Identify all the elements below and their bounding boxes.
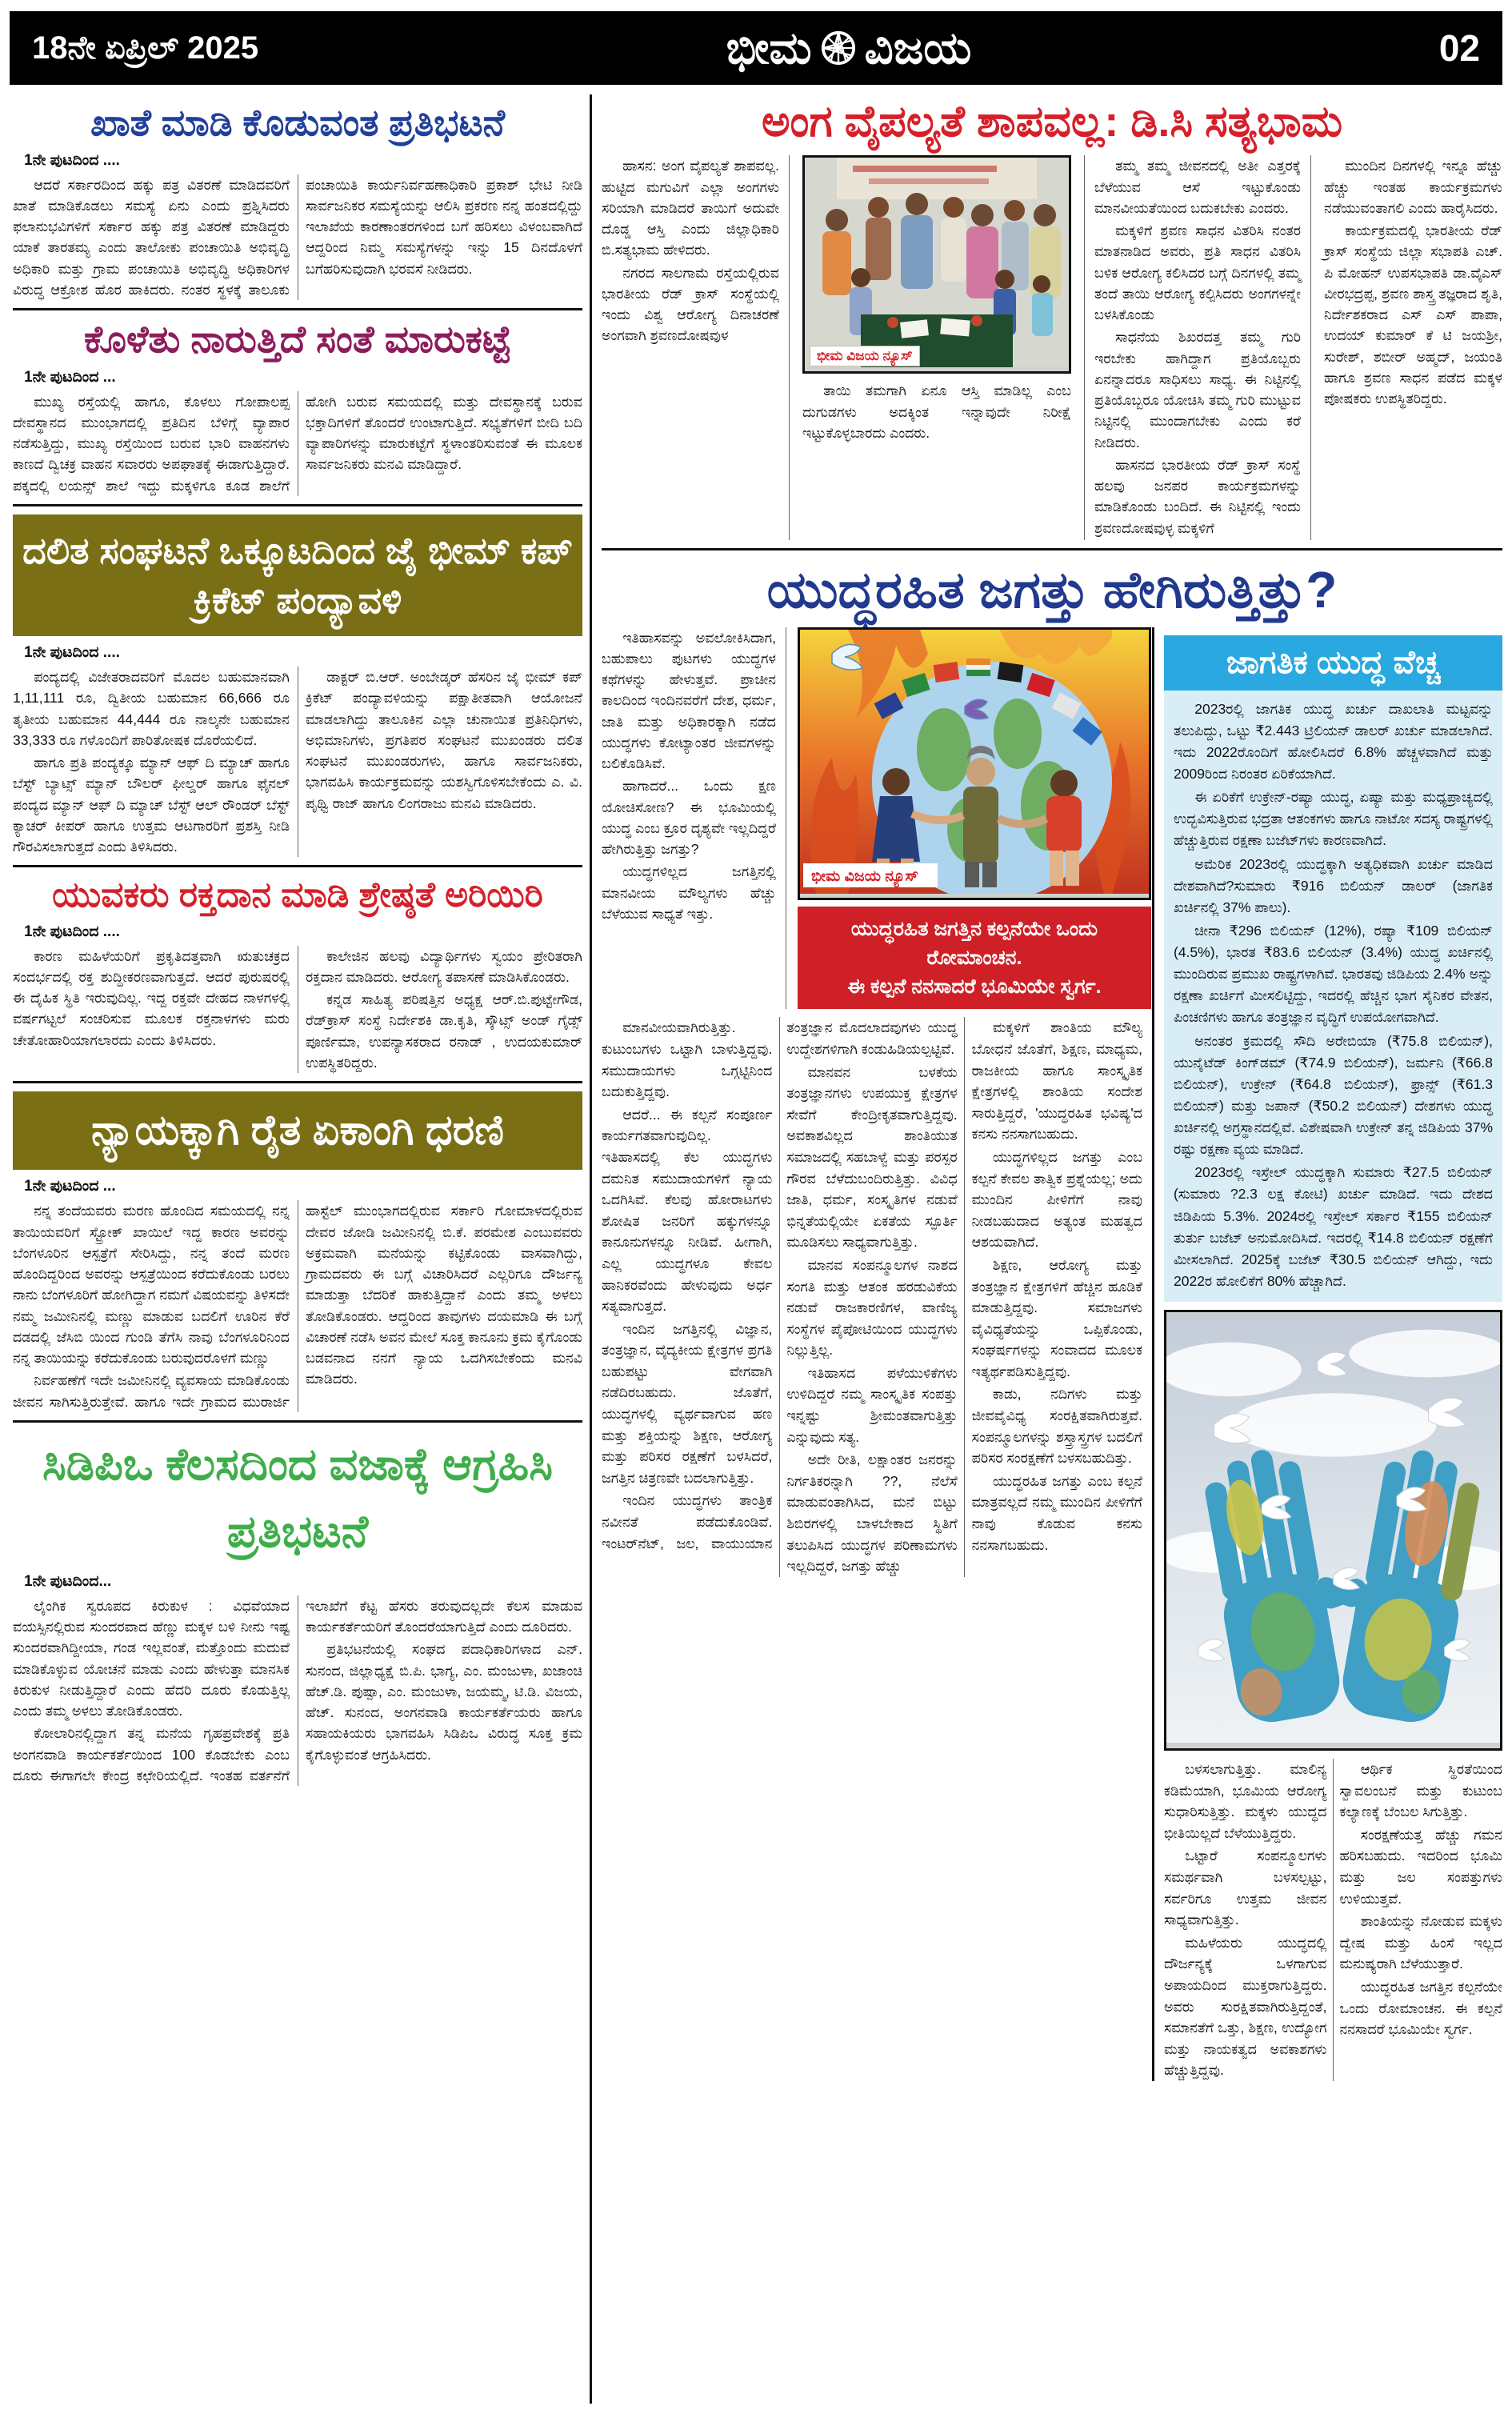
headline-cricket: ದಲಿತ ಸಂಘಟನೆ ಒಕ್ಕೂಟದಿಂದ ಜೈ ಭೀಮ್ ಕಪ್ ಕ್ರಿಕೆಟ್ ಪಂದ್ಯಾವಳಿ bbox=[13, 514, 582, 636]
headline-war: ಯುದ್ಧರಹಿತ ಜಗತ್ತು ಹೇಗಿರುತ್ತಿತ್ತು? bbox=[766, 560, 1338, 619]
byline: 1ನೇ ಪುಟದಿಂದ .... bbox=[24, 923, 120, 940]
paragraph: ಅನಂತರ ಕ್ರಮದಲ್ಲಿ ಸೌದಿ ಅರೇಬಿಯಾ (₹75.8 ಬಿಲಿಯನ್), ಯುನೈಟೆಡ್ ಕಿಂಗ್‌ಡಮ್ (₹74.9 ಬಿಲಿಯನ್), ಜರ್ಮನಿ (₹66.8 ಬಿಲಿಯನ್), ಉಕ್ರೇನ್ (₹64.8 ಬಿಲಿಯನ್), ಫ್ರಾನ್ಸ್ (₹61.3 ಬಿಲಿಯನ್) ಮತ್ತು ಜಪಾನ್ (₹50.2 ಬಿಲಿಯನ್) ದೇಶಗಳು ಯುದ್ಧ ಖರ್ಚಿನಲ್ಲಿ ಅಗ್ರಸ್ಥಾನದಲ್ಲಿವೆ. ವಿಶೇಷವಾಗಿ ಉಕ್ರೇನ್ ತನ್ನ ಜಿಡಿಪಿಯ 37% ರಷ್ಟು ರಕ್ಷಣಾ ವ್ಯಯ ಮಾಡಿದೆ. bbox=[1174, 1032, 1493, 1158]
right-area bbox=[602, 94, 1502, 2404]
paragraph: ಮಕ್ಕಳಿಗೆ ಶಾಂತಿಯ ಮೌಲ್ಯ ಬೋಧನೆ ಜೊತೆಗೆ, ಶಿಕ್ಷಣ, ಮಾಧ್ಯಮ, ರಾಜಕೀಯ ಹಾಗೂ ಸಾಂಸ್ಕೃತಿಕ ಕ್ಷೇತ್ರಗಳಲ್ಲಿ ಶಾಂತಿಯ ಸಂದೇಶ ಸಾರುತ್ತಿದ್ದರೆ, 'ಯುದ್ಧರಹಿತ ಭವಿಷ್ಯ'ದ ಕನಸು ನನಸಾಗಬಹುದು. bbox=[971, 1019, 1142, 1143]
paragraph: ಆದರೆ... ಈ ಕಲ್ಪನೆ ಸಂಪೂರ್ಣ ಕಾರ್ಯಗತವಾಗುವುದಿಲ್ಲ. ಇತಿಹಾಸದಲ್ಲಿ ಕೆಲ ಯುದ್ಧಗಳು ದಮನಿತ ಸಮುದಾಯಗಳಿಗೆ ನ್ಯಾಯ ಒದಗಿಸಿವೆ. ಕೆಲವು ಹೋರಾಟಗಳು ಶೋಷಿತ ಜನರಿಗೆ ಹಕ್ಕುಗಳನ್ನೂ ಕಾನೂನುಗಳನ್ನೂ ನೀಡಿವೆ. ಹೀಗಾಗಿ, ಎಲ್ಲ ಯುದ್ಧಗಳೂ ಕೇವಲ ಹಾನಿಕರವೆಂದು ಹೇಳುವುದು ಅರ್ಧ ಸತ್ಯವಾಗುತ್ತದೆ. bbox=[602, 1106, 773, 1315]
paragraph: 2023ರಲ್ಲಿ ಜಾಗತಿಕ ಯುದ್ಧ ಖರ್ಚು ದಾಖಲಾತಿ ಮಟ್ಟವನ್ನು ತಲುಪಿದ್ದು, ಒಟ್ಟು ₹2.443 ಟ್ರಿಲಿಯನ್ ಡಾಲರ್ ಖರ್ಚು ಮಾಡಲಾಗಿದೆ. ಇದು 2022ರೊಂದಿಗೆ ಹೋಲಿಸಿದರೆ 6.8% ಹೆಚ್ಚಳವಾಗಿದೆ ಮತ್ತು 2009ರಿಂದ ನಿರಂತರ ಏರಿಕೆಯಾಗಿದೆ. bbox=[1174, 700, 1493, 783]
paragraph: ಡಾಕ್ಟರ್ ಬಿ.ಆರ್. ಅಂಬೇಡ್ಕರ್ ಹೆಸರಿನ ಜೈ ಭೀಮ್ ಕಪ್ ಕ್ರಿಕೆಟ್ ಪಂದ್ಯಾವಳಿಯನ್ನು ಪಕ್ಷಾತೀತವಾಗಿ ಆಯೋಜನೆ ಮಾಡಲಾಗಿದ್ದು ತಾಲೂಕಿನ ಎಲ್ಲಾ ಚುನಾಯಿತ ಪ್ರತಿನಿಧಿಗಳು, ಅಭಿಮಾನಿಗಳು, ಪ್ರಗತಿಪರ ಸಂಘಟನೆ ಮುಖಂಡರು ದಲಿತ ಸಂಘಟನೆ ಮುಖಂಡರುಗಳು, ಹಾಗೂ ಸಾರ್ವಜನಿಕರು, ಭಾಗವಹಿಸಿ ಕಾರ್ಯಕ್ರಮವನ್ನು ಯಶಸ್ವಿಗೊಳಿಸಬೇಕೆಂದು ಎ. ವಿ. ಪೃಥ್ವಿ ರಾಜ್ ಹಾಗೂ ಲಿಂಗರಾಜು ಮನವಿ ಮಾಡಿದರು. bbox=[306, 669, 582, 811]
rule bbox=[13, 865, 582, 867]
article-body bbox=[13, 1595, 582, 1786]
quote-line-1: ಯುದ್ಧರಹಿತ ಜಗತ್ತಿನ ಕಲ್ಪನೆಯೇ ಒಂದು ರೋಮಾಂಚನ. bbox=[850, 917, 1098, 969]
article-body bbox=[13, 391, 582, 496]
byline: 1ನೇ ಪುಟದಿಂದ ... bbox=[24, 368, 116, 386]
ashoka-chakra-icon bbox=[820, 30, 857, 66]
paragraph: ಪ್ರತಿಭಟನೆಯಲ್ಲಿ ಸಂಘದ ಪದಾಧಿಕಾರಿಗಳಾದ ಎನ್. ಸುನಂದ, ಜಿಲ್ಲಾಧ್ಯಕ್ಷೆ ಬಿ.ಪಿ. ಭಾಗ್ಯ, ಎಂ. ಮಂಜುಳಾ, ಖಜಾಂಚಿ ಹೆಚ್.ಡಿ. ಪುಷ್ಪಾ, ಎಂ. ಮಂಜುಳಾ, ಜಯಮ್ಮ, ಟಿ.ಡಿ. ವಿಜಯ, ಹೆಚ್. ಸುನಂದ, ಅಂಗನವಾಡಿ ಕಾರ್ಯಕರ್ತೆಯರು ಹಾಗೂ ಸಹಾಯಕಿಯರು ಭಾಗವಹಿಸಿ ಸಿಡಿಪಿಒ ವಿರುದ್ಧ ಸೂಕ್ತ ಕ್ರಮ ಕೈಗೊಳ್ಳುವಂತೆ ಆಗ್ರಹಿಸಿದರು. bbox=[306, 1641, 582, 1763]
paragraph: ಇತಿಹಾಸದ ಪಳೆಯುಳಿಕೆಗಳು ಉಳಿದಿದ್ದರೆ ನಮ್ಮ ಸಾಂಸ್ಕೃತಿಕ ಸಂಪತ್ತು ಇನ್ನಷ್ಟು ಶ್ರೀಮಂತವಾಗುತ್ತಿತ್ತು ಎನ್ನುವುದು ಸತ್ಯ. bbox=[786, 1364, 958, 1445]
article-farmer-dharani bbox=[13, 1091, 582, 1412]
rule bbox=[13, 308, 582, 310]
left-column bbox=[13, 98, 582, 2404]
issue-date: 18ನೇ ಏಪ್ರಿಲ್ 2025 bbox=[32, 30, 259, 66]
article-body bbox=[13, 1200, 582, 1412]
byline: 1ನೇ ಪುಟದಿಂದ ... bbox=[24, 1178, 116, 1195]
paragraph: ಮುಖ್ಯ ರಸ್ತೆಯಲ್ಲಿ ಹಾಗೂ, ಕೊಳಲು ಗೋಪಾಲಪ್ಪ ದೇವಸ್ಥಾನದ ಮುಂಭಾಗದಲ್ಲಿ ಪ್ರತಿದಿನ ಬೆಳಿಗ್ಗೆ ವ್ಯಾಪಾರ ನಡೆಸುತ್ತಿದ್ದು, ಮುಖ್ಯ ರಸ್ತೆಯಿಂದ ಬರುವ ಭಾರಿ ವಾಹನಗಳು ಕಾಣದೆ ದ್ವಿಚಕ್ರ ವಾಹನ ಸವಾರರು ಅಪಘಾತಕ್ಕೆ ಈಡಾಗುತ್ತಿದ್ದಾರೆ. ಪಕ್ಕದಲ್ಲಿ ಲಯನ್ಸ್ ಶಾಲೆ ಇದ್ದು ಮಕ್ಕಳಿಗೂ ಕೂಡ ಶಾಲೆಗೆ ಹೋಗಿ ಬರುವ ಸಮಯದಲ್ಲಿ ಮತ್ತು ದೇವಸ್ಥಾನಕ್ಕೆ ಬರುವ ಭಕ್ತಾದಿಗಳಿಗೆ ತೊಂದರೆ ಉಂಟಾಗುತ್ತಿದೆ. ಸಭ್ಯತೆಗಳಿಗೆ ಬೀದಿ ಬದಿ ವ್ಯಾಪಾರಿಗಳನ್ನು ಮಾರುಕಟ್ಟೆಗೆ ಸ್ಥಳಾಂತರಿಸುವಂತೆ ಈ ಮೂಲಕ ಸಾರ್ವಜನಿಕರು ಮನವಿ ಮಾಡಿದ್ದಾರೆ. bbox=[13, 393, 582, 494]
paragraph: ಕೋಲಾರಿನಲ್ಲಿದ್ದಾಗ ತನ್ನ ಮನೆಯ ಗೃಹಪ್ರವೇಶಕ್ಕೆ ಪ್ರತಿ ಅಂಗನವಾಡಿ ಕಾರ್ಯಕರ್ತೆಯಿಂದ 100 ಕೊಡಬೇಕು ಎಂಬ ದೂರು ಈಗಾಗಲೇ ಕೇಂದ್ರ ಕಛೇರಿಯಲ್ಲಿದೆ. ಇಂತಹ ವರ್ತನೆಗೆ ಇಲಾಖೆಗೆ ಕೆಟ್ಟ ಹೆಸರು ತರುವುದಲ್ಲದೇ ಕೆಲಸ ಮಾಡುವ ಕಾರ್ಯಕರ್ತೆಯರಿಗೆ ತೊಂದರೆಯಾಗುತ್ತಿದೆ ಎಂದು ದೂರಿದರು. bbox=[13, 1597, 582, 1783]
headline-farmer-dharani: ನ್ಯಾಯಕ್ಕಾಗಿ ರೈತ ಏಕಾಂಗಿ ಧರಣಿ bbox=[13, 1091, 582, 1170]
paragraph: ಹಾಸನ: ಅಂಗ ವೈಪಲ್ಯತೆ ಶಾಪವಲ್ಲ. ಹುಟ್ಟಿದ ಮಗುವಿಗೆ ಎಲ್ಲಾ ಅಂಗಗಳು ಸರಿಯಾಗಿ ಮಾಡಿದರೆ ತಾಯಿಗೆ ಅದುವೇ ದೊಡ್ಡ ಆಸ್ತಿ ಎಂದು ಜಿಲ್ಲಾಧಿಕಾರಿ ಬಿ.ಸತ್ಯಭಾಮ ಹೇಳಿದರು. bbox=[602, 158, 779, 258]
paragraph: ಬಳಸಲಾಗುತ್ತಿತ್ತು. ಮಾಲಿನ್ಯ ಕಡಿಮೆಯಾಗಿ, ಭೂಮಿಯ ಆರೋಗ್ಯ ಸುಧಾರಿಸುತ್ತಿತ್ತು. ಮಕ್ಕಳು ಯುದ್ಧದ ಭೀತಿಯಿಲ್ಲದೆ ಬೆಳೆಯುತ್ತಿದ್ದರು. bbox=[1164, 1761, 1327, 1841]
main-vertical-rule bbox=[590, 94, 592, 2404]
article-body bbox=[13, 667, 582, 857]
headline-cdpo: ಸಿಡಿಪಿಒ ಕೆಲಸದಿಂದ ವಜಾಕ್ಕೆ ಆಗ್ರಹಿಸಿ ಪ್ರತಿಭಟನೆ bbox=[42, 1438, 553, 1556]
article-sante bbox=[13, 318, 582, 496]
article-body bbox=[13, 946, 582, 1074]
war-cost-stats bbox=[1164, 691, 1502, 1302]
paragraph: ಮಾನವೀಯವಾಗಿರುತ್ತಿತ್ತು. ಕುಟುಂಬಗಳು ಒಟ್ಟಾಗಿ ಬಾಳುತ್ತಿದ್ದವು. ಸಮುದಾಯಗಳು ಒಗ್ಗಟ್ಟಿನಿಂದ ಬದುಕುತ್ತಿದ್ದವು. bbox=[602, 1019, 773, 1100]
paragraph: ತಮ್ಮ ತಮ್ಮ ಜೀವನದಲ್ಲಿ ಅತೀ ಎತ್ತರಕ್ಕೆ ಬೆಳೆಯುವ ಆಸೆ ಇಟ್ಟುಕೊಂಡು ಮಾನವೀಯತೆಯಿಂದ ಬದುಕಬೇಕು ಎಂದರು. bbox=[1094, 158, 1301, 216]
paragraph: ಶಿಕ್ಷಣ, ಆರೋಗ್ಯ ಮತ್ತು ತಂತ್ರಜ್ಞಾನ ಕ್ಷೇತ್ರಗಳಿಗೆ ಹೆಚ್ಚಿನ ಹೂಡಿಕೆ ಮಾಡುತ್ತಿದ್ದವು. ಸಮಾಜಗಳು ವೈವಿಧ್ಯತೆಯನ್ನು ಒಪ್ಪಿಕೊಂಡು, ಸಂಘರ್ಷಗಳನ್ನು ಸಂವಾದದ ಮೂಲಕ ಇತ್ಯರ್ಥಪಡಿಸುತ್ತಿದ್ದವು. bbox=[971, 1256, 1142, 1379]
dc-group-photo bbox=[802, 155, 1071, 374]
dc-photo-block bbox=[802, 155, 1071, 540]
article-body bbox=[1084, 155, 1311, 540]
paragraph: ಒಟ್ಟಾರೆ ಸಂಪನ್ಮೂಲಗಳು ಸಮರ್ಥವಾಗಿ ಬಳಸಲ್ಪಟ್ಟು, ಸರ್ವರಿಗೂ ಉತ್ತಮ ಜೀವನ ಸಾಧ್ಯವಾಗುತ್ತಿತ್ತು. bbox=[1164, 1848, 1327, 1928]
paragraph: ಹಾಸನದ ಭಾರತೀಯ ರೆಡ್ ಕ್ರಾಸ್ ಸಂಸ್ಥೆ ಹಲವು ಜನಪರ ಕಾರ್ಯಕ್ರಮಗಳನ್ನು ಮಾಡಿಕೊಂಡು ಬಂದಿದೆ. ಈ ನಿಟ್ಟಿನಲ್ಲಿ ಇಂದು ಶ್ರವಣದೋಷವುಳ್ಳ ಮಕ್ಕಳಿಗೆ bbox=[1094, 456, 1301, 536]
paragraph: ಚೀನಾ ₹296 ಬಿಲಿಯನ್ (12%), ರಷ್ಯಾ ₹109 ಬಿಲಿಯನ್ (4.5%), ಭಾರತ ₹83.6 ಬಿಲಿಯನ್ (3.4%) ಯುದ್ಧ ಖರ್ಚಿನಲ್ಲಿ ಮುಂದಿರುವ ಪ್ರಮುಖ ರಾಷ್ಟ್ರಗಳಾಗಿವೆ. ಭಾರತವು ಜಿಡಿಪಿಯ 2.4% ಅನ್ನು ರಕ್ಷಣಾ ಖರ್ಚಿಗೆ ಮೀಸಲಿಟ್ಟಿದ್ದು, ಇದರಲ್ಲಿ ಹೆಚ್ಚಿನ ಭಾಗ ಸೈನಿಕರ ವೇತನ, ಪಿಂಚಣಿಗಳು ಹಾಗೂ ತಂತ್ರಜ್ಞಾನ ವೃದ್ಧಿಗೆ ಉಪಯೋಗವಾಗಿದೆ. bbox=[1174, 922, 1493, 1026]
paragraph: ಪಂದ್ಯದಲ್ಲಿ ವಿಜೇತರಾದವರಿಗೆ ಮೊದಲ ಬಹುಮಾನವಾಗಿ 1,11,111 ರೂ, ದ್ವಿತೀಯ ಬಹುಮಾನ 66,666 ರೂ ತೃತೀಯ ಬಹುಮಾನ 44,444 ರೂ ನಾಲ್ಕನೇ ಬಹುಮಾನ 33,333 ರೂ ಗಳೊಂದಿಗೆ ಪಾರಿತೋಷಕ ದೊರೆಯಲಿದೆ. bbox=[13, 669, 290, 748]
article-war bbox=[602, 627, 1152, 2081]
war-image-block bbox=[798, 627, 1151, 1010]
title-word-right: ವಿಜಯ bbox=[864, 22, 972, 73]
paragraph: ಮುಂದಿನ ದಿನಗಳಲ್ಲಿ ಇನ್ನೂ ಹೆಚ್ಚು ಹೆಚ್ಚು ಇಂತಹ ಕಾರ್ಯಕ್ರಮಗಳು ನಡೆಯುವಂತಾಗಲಿ ಎಂದು ಹಾರೈಸಿದರು. bbox=[1324, 158, 1502, 216]
hands-doves-photo bbox=[1164, 1310, 1502, 1751]
paragraph: 2023ರಲ್ಲಿ ಇಸ್ರೇಲ್ ಯುದ್ಧಕ್ಕಾಗಿ ಸುಮಾರು ₹27.5 ಬಿಲಿಯನ್ (ಸುಮಾರು ?2.3 ಲಕ್ಷ ಕೋಟಿ) ಖರ್ಚು ಮಾಡಿದೆ. ಇದು ದೇಶದ ಜಿಡಿಪಿಯ 5.3%. 2024ರಲ್ಲಿ ಇಸ್ರೇಲ್ ಸರ್ಕಾರ ₹155 ಬಿಲಿಯನ್ ತುರ್ತು ಬಜೆಟ್ ಅನುಮೋದಿಸಿದೆ. ಇದರಲ್ಲಿ ₹14.8 ಬಿಲಿಯನ್ ರಕ್ಷಣೆಗೆ ಮೀಸಲಾಗಿದೆ. 2025ಕ್ಕೆ ಬಜೆಟ್ ₹30.5 ಬಿಲಿಯನ್ ಆಗಿದ್ದು, ಇದು 2022ರ ಹೋಲಿಕೆಗೆ 80% ಹೆಚ್ಚಾಗಿದೆ. bbox=[1174, 1164, 1493, 1289]
war-quote-box bbox=[798, 907, 1151, 1010]
article-body bbox=[802, 380, 1071, 443]
article-dc bbox=[602, 98, 1502, 540]
paragraph: ಲೈಂಗಿಕ ಸ್ವರೂಪದ ಕಿರುಕುಳ : ವಿಧವೆಯಾದ ವಯಸ್ಸಿನಲ್ಲಿರುವ ಸುಂದರವಾದ ಹೆಣ್ಣು ಮಕ್ಕಳ ಬಳಿ ನೀನು ಇಷ್ಟ ಸುಂದರವಾಗಿದ್ದೀಯಾ, ಗಂಡ ಇಲ್ಲವಂತೆ, ಮತ್ತೊಂದು ಮದುವೆ ಮಾಡಿಕೊಳ್ಳುವ ಯೋಚನೆ ಮಾಡು ಎಂದು ಹೇಳುತ್ತಾ ಮಾನಸಿಕ ಕಿರುಕುಳ ನೀಡುತ್ತಿದ್ದಾರೆ ಎಂದು ಹೆದರಿ ದೂರು ಕೊಡುತ್ತಿಲ್ಲ ಎಂದು ತಮ್ಮ ಅಳಲು ತೋಡಿಕೊಂಡರು. bbox=[13, 1597, 290, 1719]
byline: 1ನೇ ಪುಟದಿಂದ... bbox=[24, 1572, 112, 1590]
paragraph: ಹಾಗಾದರೆ... ಒಂದು ಕ್ಷಣ ಯೋಚಿಸೋಣ? ಈ ಭೂಮಿಯಲ್ಲಿ ಯುದ್ಧ ಎಂಬ ಕ್ರೂರ ದೃಶ್ಯವೇ ಇಲ್ಲದಿದ್ದರೆ ಹೇಗಿರುತ್ತಿತ್ತು ಜಗತ್ತು? bbox=[602, 778, 776, 858]
article-body bbox=[1324, 155, 1502, 540]
article-body bbox=[1164, 1759, 1502, 2081]
paragraph: ಕಾಡು, ನದಿಗಳು ಮತ್ತು ಜೀವವೈವಿಧ್ಯ ಸಂರಕ್ಷಿತವಾಗಿರುತ್ತವೆ. ಸಂಪನ್ಮೂಲಗಳನ್ನು ಶಸ್ತ್ರಾಸ್ತ್ರಗಳ ಬದಲಿಗೆ ಪರಿಸರ ಸಂರಕ್ಷಣೆಗೆ ಬಳಸಬಹುದಿತ್ತು. bbox=[971, 1386, 1142, 1467]
paragraph: ನಗರದ ಸಾಲಗಾಮೆ ರಸ್ತೆಯಲ್ಲಿರುವ ಭಾರತೀಯ ರೆಡ್ ಕ್ರಾಸ್ ಸಂಸ್ಥೆಯಲ್ಲಿ ಇಂದು ವಿಶ್ವ ಆರೋಗ್ಯ ದಿನಾಚರಣೆ ಅಂಗವಾಗಿ ಶ್ರವಣದೋಷವುಳ bbox=[602, 264, 779, 344]
rule bbox=[13, 1420, 582, 1423]
title-word-left: ಭೀಮ bbox=[726, 22, 812, 73]
sidebar-war-cost bbox=[1154, 627, 1502, 2081]
photo-caption: ಭೀಮ ವಿಜಯ ನ್ಯೂಸ್ bbox=[810, 346, 920, 366]
dc-group-photo-image bbox=[805, 158, 1069, 367]
paragraph: ಮಕ್ಕಳಿಗೆ ಶ್ರವಣ ಸಾಧನ ವಿತರಿಸಿ ನಂತರ ಮಾತನಾಡಿದ ಅವರು, ಪ್ರತಿ ಸಾಧನ ವಿತರಿಸಿ ಬಳಿಕ ಆರೋಗ್ಯ ಕಲಿಸಿದರ ಬಗ್ಗೆ ದಿನಗಳಲ್ಲಿ ತಮ್ಮ ತಂದೆ ತಾಯಿ ಆರೋಗ್ಯ ಕಲ್ಪಿಸಿದರು ಅಂಗಗಳನ್ನೇ ಬಳಸಿಕೊಂಡು bbox=[1094, 222, 1301, 323]
newspaper-title bbox=[726, 22, 972, 75]
paragraph: ಯುದ್ಧರಹಿತ ಜಗತ್ತಿನ ಕಲ್ಪನೆಯೇ ಒಂದು ರೋಮಾಂಚನ. ಈ ಕಲ್ಪನೆ ನನಸಾದರೆ ಭೂಮಿಯೇ ಸ್ವರ್ಗ. bbox=[1339, 1978, 1502, 2038]
paragraph: ಆದರೆ ಸರ್ಕಾರದಿಂದ ಹಕ್ಕು ಪತ್ರ ವಿತರಣೆ ಮಾಡಿದವರಿಗೆ ಖಾತೆ ಮಾಡಿಕೊಡಲು ಸಮಸ್ಯೆ ಏನು ಎಂದು ಪ್ರಶ್ನಿಸಿದರು ಫಲಾನುಭವಿಗಳಿಗೆ ಸರ್ಕಾರ ಹಕ್ಕು ಪತ್ರ ವಿತರಣೆ ಮಾಡಿದ್ದರು ಯಾಕೆ ತಾರತಮ್ಯ ಎಂದು ತಾಲೋಕು ಪಂಚಾಯಿತಿ ಅಭಿವೃದ್ಧಿ ಅಧಿಕಾರಿ ಮತ್ತು ಗ್ರಾಮ ಪಂಚಾಯಿತಿ ಅಭಿವೃದ್ಧಿ ಅಧಿಕಾರಿಗಳ ವಿರುದ್ಧ ಆಕ್ರೋಶ ಹೊರ ಹಾಕಿದರು. ನಂತರ ಸ್ಥಳಕ್ಕೆ ತಾಲೂಕು ಪಂಚಾಯಿತಿ ಕಾರ್ಯನಿರ್ವಹಣಾಧಿಕಾರಿ ಪ್ರಕಾಶ್ ಭೇಟಿ ನೀಡಿ ಸಾರ್ವಜನಿಕರ ಸಮಸ್ಯೆಯನ್ನು ಆಲಿಸಿ ಪ್ರಕರಣ ನನ್ನ ಹಂತದಲ್ಲಿದ್ದು ಇಲಾಖೆಯ ಕಾರಣಾಂತರಗಳಿಂದ ಬಗೆ ಹರಿಸಲು ವಿಳಂಬವಾಗಿದೆ ಆದ್ದರಿಂದ ನಿಮ್ಮ ಸಮಸ್ಯೆಗಳನ್ನು ಇನ್ನು 15 ದಿನದೊಳಗೆ ಬಗೆಹರಿಸುವುದಾಗಿ ಭರವಸೆ ನೀಡಿದರು. bbox=[13, 176, 582, 298]
rule bbox=[13, 1081, 582, 1083]
paragraph: ಈ ಏರಿಕೆಗೆ ಉಕ್ರೇನ್-ರಷ್ಯಾ ಯುದ್ಧ, ಏಷ್ಯಾ ಮತ್ತು ಮಧ್ಯಪ್ರಾಚ್ಯದಲ್ಲಿ ಉದ್ಭವಿಸುತ್ತಿರುವ ಭದ್ರತಾ ಆತಂಕಗಳು ಹಾಗೂ ನಾಟೋ ಸದಸ್ಯ ರಾಷ್ಟ್ರಗಳಲ್ಲಿ ಹೆಚ್ಚುತ್ತಿರುವ ರಕ್ಷಣಾ ಬಜೆಟ್‌ಗಳು ಕಾರಣವಾಗಿದೆ. bbox=[1174, 789, 1493, 849]
paragraph: ಯುದ್ಧರಹಿತ ಜಗತ್ತು ಎಂಬ ಕಲ್ಪನೆ ಮಾತ್ರವಲ್ಲದೆ ನಮ್ಮ ಮುಂದಿನ ಪೀಳಿಗೆಗೆ ನಾವು ಕೊಡುವ ಕನಸು ನನಸಾಗಬಹುದು. bbox=[971, 1472, 1142, 1553]
paragraph: ಇಂದಿನ ಯುದ್ಧಗಳು ತಾಂತ್ರಿಕ ನವೀನತೆ ಪಡೆದುಕೊಂಡಿವೆ. ಇಂಟರ್‌ನೆಟ್, ಜಲ, ವಾಯುಯಾನ ತಂತ್ರಜ್ಞಾನ ಮೊದಲಾದವುಗಳು ಯುದ್ಧ ಉದ್ದೇಶಗಳಿಗಾಗಿ ಕಂಡುಹಿಡಿಯಲ್ಪಟ್ಟಿವೆ. bbox=[602, 1019, 958, 1551]
rule bbox=[602, 548, 1502, 550]
hands-doves-image bbox=[1166, 1312, 1500, 1744]
peace-painting bbox=[798, 627, 1151, 900]
article-cricket bbox=[13, 514, 582, 857]
paragraph: ಅದೇ ರೀತಿ, ಲಕ್ಷಾಂತರ ಜನರನ್ನು ನಿರ್ಗತಿಕರನ್ನಾಗಿ ??, ನೆಲೆಸೆ ಮಾಡುವಂತಾಗಿಸಿದ, ಮನೆ ಬಿಟ್ಟು ಶಿಬಿರಗಳಲ್ಲಿ ಬಾಳಬೇಕಾದ ಸ್ಥಿತಿಗೆ ತಲುಪಿಸಿದ ಯುದ್ಧಗಳ ಪರಿಣಾಮಗಳು ಇಲ್ಲದಿದ್ದರೆ, ಜಗತ್ತು ಹೆಚ್ಚು bbox=[786, 1451, 958, 1575]
article-body bbox=[602, 155, 790, 540]
article-body bbox=[13, 174, 582, 301]
article-khate bbox=[13, 102, 582, 300]
paragraph: ಇಂದಿನ ಜಗತ್ತಿನಲ್ಲಿ ವಿಜ್ಞಾನ, ತಂತ್ರಜ್ಞಾನ, ವೈದ್ಯಕೀಯ ಕ್ಷೇತ್ರಗಳ ಪ್ರಗತಿ ಬಹುಪಟ್ಟು ವೇಗವಾಗಿ ನಡೆದಿರಬಹುದು. ಜೊತೆಗೆ, ಯುದ್ಧಗಳಲ್ಲಿ ವ್ಯರ್ಥವಾಗುವ ಹಣ ಮತ್ತು ಶಕ್ತಿಯನ್ನು ಶಿಕ್ಷಣ, ಆರೋಗ್ಯ ಮತ್ತು ಪರಿಸರ ರಕ್ಷಣೆಗೆ ಬಳಸಿದರೆ, ಜಗತ್ತಿನ ಚಿತ್ರಣವೇ ಬದಲಾಗುತ್ತಿತ್ತು. bbox=[602, 1320, 773, 1486]
paragraph: ಮಾನವ ಸಂಪನ್ಮೂಲಗಳ ನಾಶದ ಸಂಗತಿ ಮತ್ತು ಆತಂಕ ಹರಡುವಿಕೆಯ ನಡುವೆ ರಾಜಕಾರಣಿಗಳ, ವಾಣಿಜ್ಯ ಸಂಸ್ಥೆಗಳ ಪೈಪೋಟಿಯಿಂದ ಯುದ್ಧಗಳು ನಿಲ್ಲುತ್ತಿಲ್ಲ. bbox=[786, 1256, 958, 1359]
paragraph: ತಾಯಿ ತಮಗಾಗಿ ಏನೂ ಆಸ್ತಿ ಮಾಡಿಲ್ಲ ಎಂಬ ದುಗುಡಗಳು ಅದಕ್ಕಿಂತ ಇನ್ನಾವುದೇ ನಿರೀಕ್ಷೆ ಇಟ್ಟುಕೊಳ್ಳಬಾರದು ಎಂದರು. bbox=[802, 382, 1071, 441]
article-body bbox=[602, 627, 786, 1010]
svg-text:ಭೀಮ ವಿಜಯ ನ್ಯೂಸ್: ಭೀಮ ವಿಜಯ ನ್ಯೂಸ್ bbox=[811, 867, 918, 885]
sidebar-banner: ಜಾಗತಿಕ ಯುದ್ಧ ವೆಚ್ಚ bbox=[1164, 635, 1502, 691]
page-number: 02 bbox=[1438, 27, 1480, 69]
paragraph: ಸಂರಕ್ಷಣೆಯತ್ತ ಹೆಚ್ಚು ಗಮನ ಹರಿಸಬಹುದು. ಇದರಿಂದ ಭೂಮಿ ಮತ್ತು ಜಲ ಸಂಪತ್ತುಗಳು ಉಳಿಯುತ್ತವೆ. bbox=[1339, 1826, 1502, 1907]
rule bbox=[13, 504, 582, 506]
quote-line-2: ಈ ಕಲ್ಪನೆ ನನಸಾದರೆ ಭೂಮಿಯೇ ಸ್ವರ್ಗ. bbox=[847, 975, 1102, 999]
paragraph: ಅಮೆರಿಕ 2023ರಲ್ಲಿ ಯುದ್ಧಕ್ಕಾಗಿ ಅತ್ಯಧಿಕವಾಗಿ ಖರ್ಚು ಮಾಡಿದ ದೇಶವಾಗಿದೆ?ಸುಮಾರು ₹916 ಬಿಲಿಯನ್ ಡಾಲರ್ (ಜಾಗತಿಕ ಖರ್ಚಿನಲ್ಲಿ 37% ಪಾಲು). bbox=[1174, 855, 1493, 915]
article-cdpo bbox=[13, 1431, 582, 1786]
paragraph: ಯುದ್ಧಗಳಿಲ್ಲದ ಜಗತ್ತು ಎಂಬ ಕಲ್ಪನೆ ಕೇವಲ ತಾತ್ವಿಕ ಪ್ರಶ್ನೆಯಲ್ಲ; ಅದು ಮುಂದಿನ ಪೀಳಿಗೆಗೆ ನಾವು ನೀಡಬಹುದಾದ ಅತ್ಯಂತ ಮಹತ್ವದ ಆಶಯವಾಗಿದೆ. bbox=[971, 1148, 1142, 1251]
headline-blood-donation: ಯುವಕರು ರಕ್ತದಾನ ಮಾಡಿ ಶ್ರೇಷ್ಠತೆ ಅರಿಯಿರಿ bbox=[52, 875, 543, 915]
article-body bbox=[602, 1017, 1142, 1576]
paragraph: ಯುದ್ಧಗಳಿಲ್ಲದ ಜಗತ್ತಿನಲ್ಲಿ ಮಾನವೀಯ ಮೌಲ್ಯಗಳು ಹೆಚ್ಚು ಬೆಳೆಯುವ ಸಾಧ್ಯತೆ ಇತ್ತು. bbox=[602, 863, 776, 922]
headline-dc: ಅಂಗ ವೈಪಲ್ಯತೆ ಶಾಪವಲ್ಲ: ಡಿ.ಸಿ ಸತ್ಯಭಾಮ bbox=[761, 98, 1343, 146]
paragraph: ಕನ್ನಡ ಸಾಹಿತ್ಯ ಪರಿಷತ್ತಿನ ಅಧ್ಯಕ್ಷ ಆರ್.ಬಿ.ಪುಟ್ಟೇಗೌಡ, ರೆಡ್‌ಕ್ರಾಸ್ ಸಂಸ್ಥೆ ನಿರ್ದೇಶಕಿ ಡಾ.ಕೃತಿ, ಸ್ಕೌಟ್ಸ್ ಅಂಡ್ ಗೈಡ್ಸ್ ಪೂರ್ಣಿಮಾ, ಉಪನ್ಯಾಸಕರಾದ ರನಾಡ್ , ಉದಯಕುಮಾರ್ ಉಪಸ್ಥಿತರಿದ್ದರು. bbox=[306, 991, 582, 1071]
paragraph: ಶಾಂತಿಯನ್ನು ನೋಡುವ ಮಕ್ಕಳು ದ್ವೇಷ ಮತ್ತು ಹಿಂಸೆ ಇಲ್ಲದ ಮನುಷ್ಯರಾಗಿ ಬೆಳೆಯುತ್ತಾರೆ. bbox=[1339, 1913, 1502, 1972]
headline-khate: ಖಾತೆ ಮಾಡಿ ಕೊಡುವಂತ ಪ್ರತಿಭಟನೆ bbox=[90, 102, 506, 143]
paragraph: ಮಹಿಳೆಯರು ಯುದ್ಧದಲ್ಲಿ ದೌರ್ಜನ್ಯಕ್ಕೆ ಒಳಗಾಗುವ ಅಪಾಯದಿಂದ ಮುಕ್ತರಾಗುತ್ತಿದ್ದರು. ಅವರು ಸುರಕ್ಷಿತವಾಗಿರುತ್ತಿದ್ದಂತೆ, ಸಮಾನತೆಗೆ ಒತ್ತು, ಶಿಕ್ಷಣ, ಉದ್ಯೋಗ ಮತ್ತು ನಾಯಕತ್ವದ ಅವಕಾಶಗಳು ಹೆಚ್ಚುತ್ತಿದ್ದವು. bbox=[1164, 1934, 1327, 2079]
byline: 1ನೇ ಪುಟದಿಂದ .... bbox=[24, 151, 120, 169]
headline-sante: ಕೊಳೆತು ನಾರುತ್ತಿದೆ ಸಂತೆ ಮಾರುಕಟ್ಟೆ bbox=[84, 318, 511, 361]
paragraph: ಹಾಗೂ ಪ್ರತಿ ಪಂದ್ಯಕ್ಕೂ ಮ್ಯಾನ್ ಆಫ್ ದಿ ಮ್ಯಾಚ್ ಹಾಗೂ ಬೆಸ್ಟ್ ಬ್ಯಾಟ್ಸ್ ಮ್ಯಾನ್ ಬೌಲರ್ ಫೀಲ್ಡರ್ ಹಾಗೂ ಫೈನಲ್ ಪಂದ್ಯದ ಮ್ಯಾನ್ ಆಫ್ ದಿ ಮ್ಯಾಚ್ ಬೆಸ್ಟ್ ಆಲ್ ರೌಂಡರ್ ಬೆಸ್ಟ್ ಕ್ಯಾಚರ್ ಕೀಪರ್ ಹಾಗೂ ಉತ್ತಮ ಆಟಗಾರರಿಗೆ ಪ್ರಶಸ್ತಿ ನೀಡಿ ಗೌರವಿಸಲಾಗುತ್ತದೆ ಎಂದು ತಿಳಿಸಿದರು. bbox=[13, 755, 290, 855]
paragraph: ಕಾಲೇಜಿನ ಹಲವು ವಿದ್ಯಾರ್ಥಿಗಳು ಸ್ವಯಂ ಪ್ರೇರಿತರಾಗಿ ರಕ್ತದಾನ ಮಾಡಿದರು. ಆರೋಗ್ಯ ತಪಾಸಣೆ ಮಾಡಿಸಿಕೊಂಡರು. bbox=[306, 947, 582, 985]
masthead bbox=[10, 11, 1502, 85]
paragraph: ಮಾನವನ ಬಳಕೆಯ ತಂತ್ರಜ್ಞಾನಗಳು ಉಪಯುಕ್ತ ಕ್ಷೇತ್ರಗಳ ಸೇವೆಗೆ ಕೇಂದ್ರೀಕೃತವಾಗುತ್ತಿದ್ದವು. ಅವಕಾಶವಿಲ್ಲದ ಶಾಂತಿಯುತ ಸಮಾಜದಲ್ಲಿ ಸಹಬಾಳ್ವೆ ಮತ್ತು ಪರಸ್ಪರ ಗೌರವ ಬೆಳೆದುಬಂದಿರುತ್ತಿತ್ತು. ವಿವಿಧ ಜಾತಿ, ಧರ್ಮ, ಸಂಸ್ಕೃತಿಗಳ ನಡುವೆ ಭಿನ್ನತೆಯಲ್ಲಿಯೇ ಏಕತೆಯ ಸ್ಫೂರ್ತಿ ಮೂಡಿಸಲು ಸಾಧ್ಯವಾಗುತ್ತಿತ್ತು. bbox=[786, 1063, 958, 1251]
byline: 1ನೇ ಪುಟದಿಂದ .... bbox=[24, 644, 120, 662]
article-blood-donation bbox=[13, 875, 582, 1073]
paragraph: ಸಾಧನೆಯ ಶಿಖರದತ್ತ ತಮ್ಮ ಗುರಿ ಇರಬೇಕು ಹಾಗಿದ್ದಾಗ ಪ್ರತಿಯೊಬ್ಬರು ಏನನ್ನಾದರೂ ಸಾಧಿಸಲು ಸಾಧ್ಯ. ಈ ನಿಟ್ಟಿನಲ್ಲಿ ಪ್ರತಿಯೊಬ್ಬರೂ ಯೋಚಿಸಿ ತಮ್ಮ ಗುರಿ ಮುಟ್ಟುವ ನಿಟ್ಟಿನಲ್ಲಿ ಮುಂದಾಗಬೇಕು ಎಂದು ಕರೆ ನೀಡಿದರು. bbox=[1094, 329, 1301, 450]
paragraph: ನನ್ನ ತಂದೆಯವರು ಮರಣ ಹೊಂದಿದ ಸಮಯದಲ್ಲಿ ನನ್ನ ತಾಯಿಯವರಿಗೆ ಸ್ಟ್ರೋಕ್ ಖಾಯಿಲೆ ಇದ್ದ ಕಾರಣ ಅವರನ್ನು ಬೆಂಗಳೂರಿನ ಆಸ್ಪತ್ರೆಗೆ ಸೇರಿಸಿದ್ದು, ನನ್ನ ತಂದೆ ಮರಣ ಹೊಂದಿದ್ದರಿಂದ ಅವರನ್ನು ಆಸ್ಪತ್ರೆಯಿಂದ ಕರೆದುಕೊಂಡು ಬರಲು ನಾನು ಬೆಂಗಳೂರಿಗೆ ಹೋಗಿದ್ದಾಗ ನಮಗೆ ವಿಷಯವನ್ನು ತಿಳಿಸದೇ ನಮ್ಮ ಜಮೀನಿನಲ್ಲಿ ಮಣ್ಣು ಮಾಡುವ ಬದಲಿಗೆ ಊರಿನ ಕೆರೆ ದಡದಲ್ಲಿ ಜೆಸಿಬಿ ಯಿಂದ ಗುಂಡಿ ತೆಗೆಸಿ ನಾವು ಬೆಂಗಳೂರಿನಿಂದ ನನ್ನ ತಾಯಿಯನ್ನು ಕರೆದುಕೊಂಡು ಬರುವುದರೊಳಗೆ ಮಣ್ಣು bbox=[13, 1203, 290, 1367]
paragraph: ಇತಿಹಾಸವನ್ನು ಅವಲೋಕಿಸಿದಾಗ, ಬಹುಪಾಲು ಪುಟಗಳು ಯುದ್ಧಗಳ ಕಥೆಗಳನ್ನು ಹೇಳುತ್ತವೆ. ಪ್ರಾಚೀನ ಕಾಲದಿಂದ ಇಂದಿನವರೆಗೆ ದೇಶ, ಧರ್ಮ, ಜಾತಿ ಮತ್ತು ಅಧಿಕಾರಕ್ಕಾಗಿ ನಡೆದ ಯುದ್ಧಗಳು ಕೋಟ್ಯಾಂತರ ಜೀವಗಳನ್ನು ಬಲಿಕೊಡಿಸಿವೆ. bbox=[602, 629, 776, 772]
paragraph: ನಿರ್ವಹಣೆಗೆ ಇದೇ ಜಮೀನಿನಲ್ಲಿ ವ್ಯವಸಾಯ ಮಾಡಿಕೊಂಡು ಜೀವನ ಸಾಗಿಸುತ್ತಿರುತ್ತೇವೆ. ಹಾಗೂ ಇದೇ ಗ್ರಾಮದ ಮುರಾರ್ಜಿ ಹಾಸ್ಟೆಲ್ ಮುಂಭಾಗದಲ್ಲಿರುವ ಸರ್ಕಾರಿ ಗೋಮಾಳದಲ್ಲಿರುವ ದೇವರ ಜೋಡಿ ಜಮೀನಿನಲ್ಲಿ ಬಿ.ಕೆ. ಪರಮೇಶ ಎಂಬುವವರು ಅಕ್ರಮವಾಗಿ ಮನೆಯನ್ನು ಕಟ್ಟಿಕೊಂಡು ವಾಸವಾಗಿದ್ದು, ಗ್ರಾಮದವರು ಈ ಬಗ್ಗೆ ವಿಚಾರಿಸಿದರೆ ಎಲ್ಲರಿಗೂ ದೌರ್ಜನ್ಯ ಮಾಡುತ್ತಾ ಬೆದರಿಕೆ ಹಾಕುತ್ತಿದ್ದಾನೆ ಎಂದು ತಮ್ಮ ಅಳಲು ತೋಡಿಕೊಂಡರು. ಆದ್ದರಿಂದ ತಾವುಗಳು ದಯಮಾಡಿ ಈ ಬಗ್ಗೆ ವಿಚಾರಣೆ ನಡೆಸಿ ಅವನ ಮೇಲೆ ಸೂಕ್ತ ಕಾನೂನು ಕ್ರಮ ಕೈಗೊಂಡು ಬಡವನಾದ ನನಗೆ ನ್ಯಾಯ ಒದಗಿಸಬೇಕೆಂದು ಮನವಿ ಮಾಡಿದರು. bbox=[13, 1203, 582, 1410]
paragraph: ಆರ್ಥಿಕ ಸ್ಥಿರತೆಯಿಂದ ಸ್ವಾವಲಂಬನೆ ಮತ್ತು ಕುಟುಂಬ ಕಲ್ಯಾಣಕ್ಕೆ ಬೆಂಬಲ ಸಿಗುತ್ತಿತ್ತು. bbox=[1339, 1761, 1502, 1820]
paragraph: ಕಾರ್ಯಕ್ರಮದಲ್ಲಿ ಭಾರತೀಯ ರೆಡ್ ಕ್ರಾಸ್ ಸಂಸ್ಥೆಯ ಜಿಲ್ಲಾ ಸಭಾಪತಿ ಎಚ್. ಪಿ ಮೋಹನ್ ಉಪಸಭಾಪತಿ ಡಾ.ವೈಎಸ್ ವೀರಭದ್ರಪ್ಪ, ಶ್ರವಣ ಶಾಸ್ತ್ರ ತಜ್ಞರಾದ ಶೃತಿ, ನಿರ್ದೇಶಕರಾದ ಎಸ್ ಎಸ್ ಪಾಪಾ, ಉದಯ್ ಕುಮಾರ್ ಕೆ ಟಿ ಜಯಶ್ರೀ, ಸುರೇಶ್, ಶಬೀರ್ ಅಹ್ಮದ್, ಜಯಂತಿ ಹಾಗೂ ಶ್ರವಣ ಸಾಧನ ಪಡೆದ ಮಕ್ಕಳ ಪೋಷಕರು ಉಪಸ್ಥಿತರಿದ್ದರು. bbox=[1324, 222, 1502, 407]
peace-painting-image bbox=[800, 630, 1149, 894]
paragraph: ಕಾರಣ ಮಹಿಳೆಯರಿಗೆ ಪ್ರಕೃತಿದತ್ತವಾಗಿ ಋತುಚಕ್ರದ ಸಂದರ್ಭದಲ್ಲಿ ರಕ್ತ ಶುದ್ದೀಕರಣವಾಗುತ್ತದೆ. ಆದರೆ ಪುರುಷರಲ್ಲಿ ಈ ದೈಹಿಕ ಸ್ಥಿತಿ ಇರುವುದಿಲ್ಲ. ಇದ್ದ ರಕ್ತವೇ ದೇಹದ ನಾಳಗಳಲ್ಲಿ ವರ್ಷಗಟ್ಟಲೆ ಸಂಚರಿಸುವ ಮೂಲಕ ರಕ್ತನಾಳಗಳು ಮರು ಚೇತೋಹಾರಿಯಾಗಲಾರದು ಎಂದು ತಿಳಿಸಿದರು. bbox=[13, 947, 290, 1048]
